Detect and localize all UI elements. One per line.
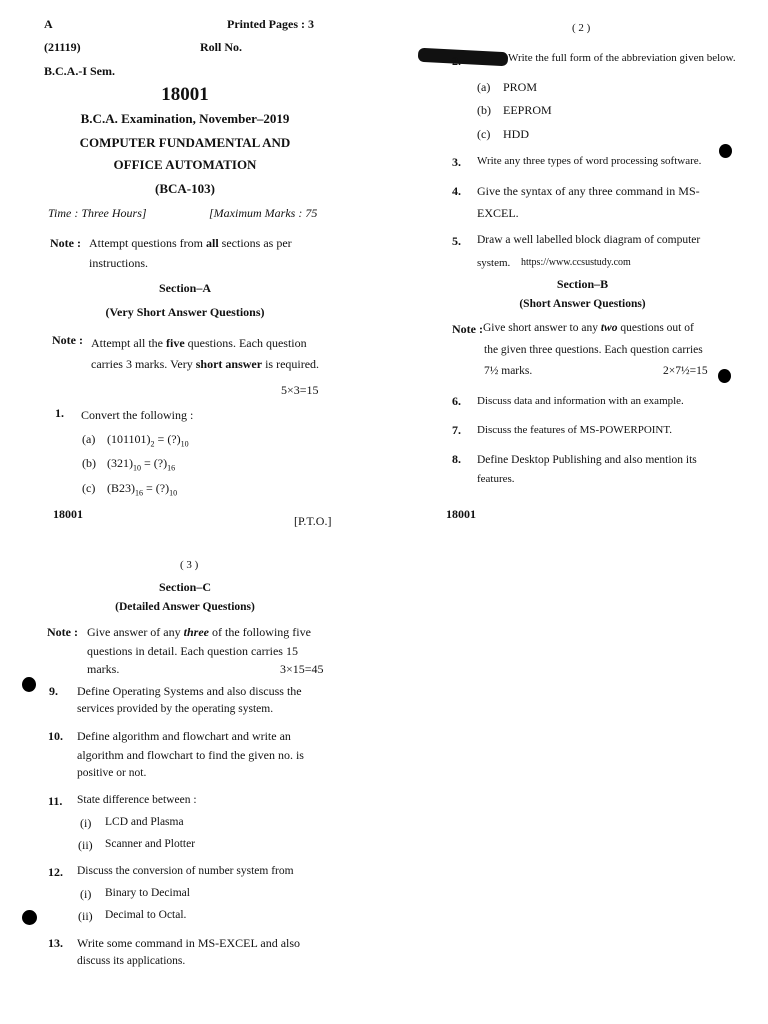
q6-number: 6. [452, 394, 461, 408]
note2-text: Attempt all the [91, 336, 163, 350]
note-text: Attempt questions from [89, 236, 203, 250]
section-c-subheading: (Detailed Answer Questions) [115, 601, 255, 613]
note-line3: 7½ marks. [484, 365, 533, 377]
note-text: Give answer of any [87, 625, 181, 639]
q1a-sub2: 10 [180, 439, 189, 449]
note-label: Note : [50, 236, 81, 250]
roll-no-label: Roll No. [200, 40, 242, 54]
q10-line3: positive or not. [77, 767, 147, 779]
q1-number: 1. [55, 406, 64, 420]
page-number: ( 3 ) [180, 559, 199, 571]
q2-text: Write the full form of the abbreviation given below. [508, 52, 736, 64]
note-marks: 3×15=45 [280, 662, 324, 676]
section-b-subheading: (Short Answer Questions) [519, 298, 646, 310]
q1a-expression [107, 432, 189, 448]
exam-title: B.C.A. Examination, November–2019 [80, 111, 290, 126]
q1a-mid: = (?) [154, 432, 181, 446]
note2-label: Note : [52, 333, 83, 347]
q11-ii-label: (ii) [78, 838, 93, 852]
q7-text: Discuss the features of MS-POWERPOINT. [477, 424, 673, 436]
q11-i-text: LCD and Plasma [105, 816, 184, 828]
punch-hole-dot [22, 910, 37, 925]
q10-number: 10. [48, 729, 63, 743]
q9-number: 9. [49, 684, 58, 698]
note-text-line2: instructions. [89, 256, 148, 270]
note-text: of the following five [211, 625, 311, 639]
section-c-heading: Section–C [159, 580, 211, 594]
q1a-base: (101101) [107, 432, 151, 446]
note-label: Note : [452, 322, 483, 336]
q4-line2: EXCEL. [477, 206, 519, 220]
q1c-base: (B23) [107, 481, 135, 495]
q1-text: Convert the following : [81, 408, 194, 422]
q13-line1: Write some command in MS-EXCEL and also [77, 936, 301, 950]
source-url: https://www.ccsustudy.com [521, 257, 631, 268]
note-marks: 2×7½=15 [663, 365, 708, 377]
q2b-text: EEPROM [503, 103, 552, 117]
time-label: Time : Three Hours] [48, 206, 147, 220]
note2-marks: 5×3=15 [281, 383, 319, 397]
q12-ii-text: Decimal to Octal. [105, 909, 187, 921]
note-line1 [87, 625, 311, 640]
footer-code: 18001 [53, 507, 83, 521]
note-text: sections as per [221, 236, 292, 250]
note-emphasis: all [206, 236, 219, 250]
note2-text: is required. [265, 357, 320, 371]
subject-line-2: OFFICE AUTOMATION [113, 157, 257, 172]
q12-i-text: Binary to Decimal [105, 887, 190, 899]
note-label: Note : [47, 625, 78, 639]
q12-i-label: (i) [80, 887, 92, 901]
q9-line1: Define Operating Systems and also discuss the [77, 684, 302, 698]
q1a-label: (a) [82, 432, 96, 446]
q13-line2: discuss its applications. [77, 955, 186, 967]
printed-pages: Printed Pages : 3 [227, 17, 314, 31]
q6-text: Discuss data and information with an example. [477, 395, 684, 407]
q2c-text: HDD [503, 127, 529, 141]
q1b-base: (321) [107, 456, 133, 470]
paper-number: 18001 [161, 84, 209, 105]
note2-line1 [91, 336, 307, 351]
note2-text: carries 3 marks. Very [91, 357, 193, 371]
course-code: (BCA-103) [155, 181, 215, 196]
q3-number: 3. [452, 155, 461, 169]
q4-line1: Give the syntax of any three command in MS- [477, 184, 700, 198]
note2-text: questions. Each question [187, 336, 307, 350]
q2b-label: (b) [477, 103, 491, 117]
q8-line1: Define Desktop Publishing and also mention its [477, 454, 697, 466]
q8-line2: features. [477, 473, 515, 485]
q5-line2: system. [477, 257, 511, 269]
q10-line2: algorithm and flowchart to find the given no. is [77, 748, 304, 762]
q2-number: 2. [452, 54, 461, 68]
q1b-label: (b) [82, 456, 96, 470]
q2a-label: (a) [477, 80, 491, 94]
q5-line1: Draw a well labelled block diagram of computer [477, 234, 701, 246]
q10-line1: Define algorithm and flowchart and write an [77, 729, 291, 743]
note-emphasis: three [183, 625, 209, 639]
q12-number: 12. [48, 865, 63, 879]
section-a-subheading: (Very Short Answer Questions) [105, 305, 265, 319]
q3-text: Write any three types of word processing software. [477, 155, 702, 167]
series-label: A [44, 17, 53, 31]
paper-code: (21119) [44, 40, 81, 54]
note-text-line1 [89, 236, 292, 251]
footer-code: 18001 [446, 507, 476, 521]
q9-line2: services provided by the operating system. [77, 703, 274, 715]
subject-line-1: COMPUTER FUNDAMENTAL AND [79, 135, 291, 150]
q1c-sub: 16 [135, 488, 143, 498]
note2-line2 [91, 357, 319, 372]
punch-hole-dot [719, 144, 732, 158]
section-b-heading: Section–B [556, 277, 609, 291]
q11-number: 11. [48, 794, 63, 808]
note-line2: the given three questions. Each question carries [484, 344, 703, 356]
q8-number: 8. [452, 452, 461, 466]
q1c-sub2: 10 [169, 488, 178, 498]
punch-hole-dot [22, 677, 36, 692]
q1a-sub: 2 [150, 439, 155, 449]
note-line1 [483, 322, 694, 334]
note2-emphasis: five [165, 336, 185, 350]
q12-ii-label: (ii) [78, 909, 93, 923]
q1c-expression [107, 481, 177, 497]
note-emphasis: two [600, 322, 618, 334]
note-text: questions out of [620, 322, 694, 334]
page-number: ( 2 ) [572, 22, 591, 34]
q2c-label: (c) [477, 127, 491, 141]
q11-text: State difference between : [77, 794, 197, 806]
q1c-label: (c) [82, 481, 96, 495]
q4-number: 4. [452, 184, 461, 198]
note-text: Give short answer to any [483, 322, 598, 334]
q2a-text: PROM [503, 80, 538, 94]
q5-number: 5. [452, 234, 461, 248]
q1b-expression [107, 456, 175, 472]
note-line2: questions in detail. Each question carries 15 [87, 644, 298, 658]
pto-label: [P.T.O.] [294, 514, 332, 528]
q13-number: 13. [48, 936, 63, 950]
ink-smudge [418, 48, 509, 67]
note2-emphasis: short answer [195, 357, 263, 371]
semester: B.C.A.-I Sem. [44, 64, 115, 78]
section-a-heading: Section–A [159, 281, 211, 295]
q11-ii-text: Scanner and Plotter [105, 838, 196, 850]
punch-hole-dot [718, 369, 731, 383]
note-line3: marks. [87, 662, 120, 676]
q12-text: Discuss the conversion of number system from [77, 865, 294, 877]
max-marks: [Maximum Marks : 75 [209, 206, 318, 220]
q1b-sub2: 16 [167, 463, 176, 473]
q1c-mid: = (?) [143, 481, 170, 495]
q11-i-label: (i) [80, 816, 92, 830]
q1b-mid: = (?) [141, 456, 168, 470]
q1b-sub: 10 [133, 463, 141, 473]
q7-number: 7. [452, 423, 461, 437]
